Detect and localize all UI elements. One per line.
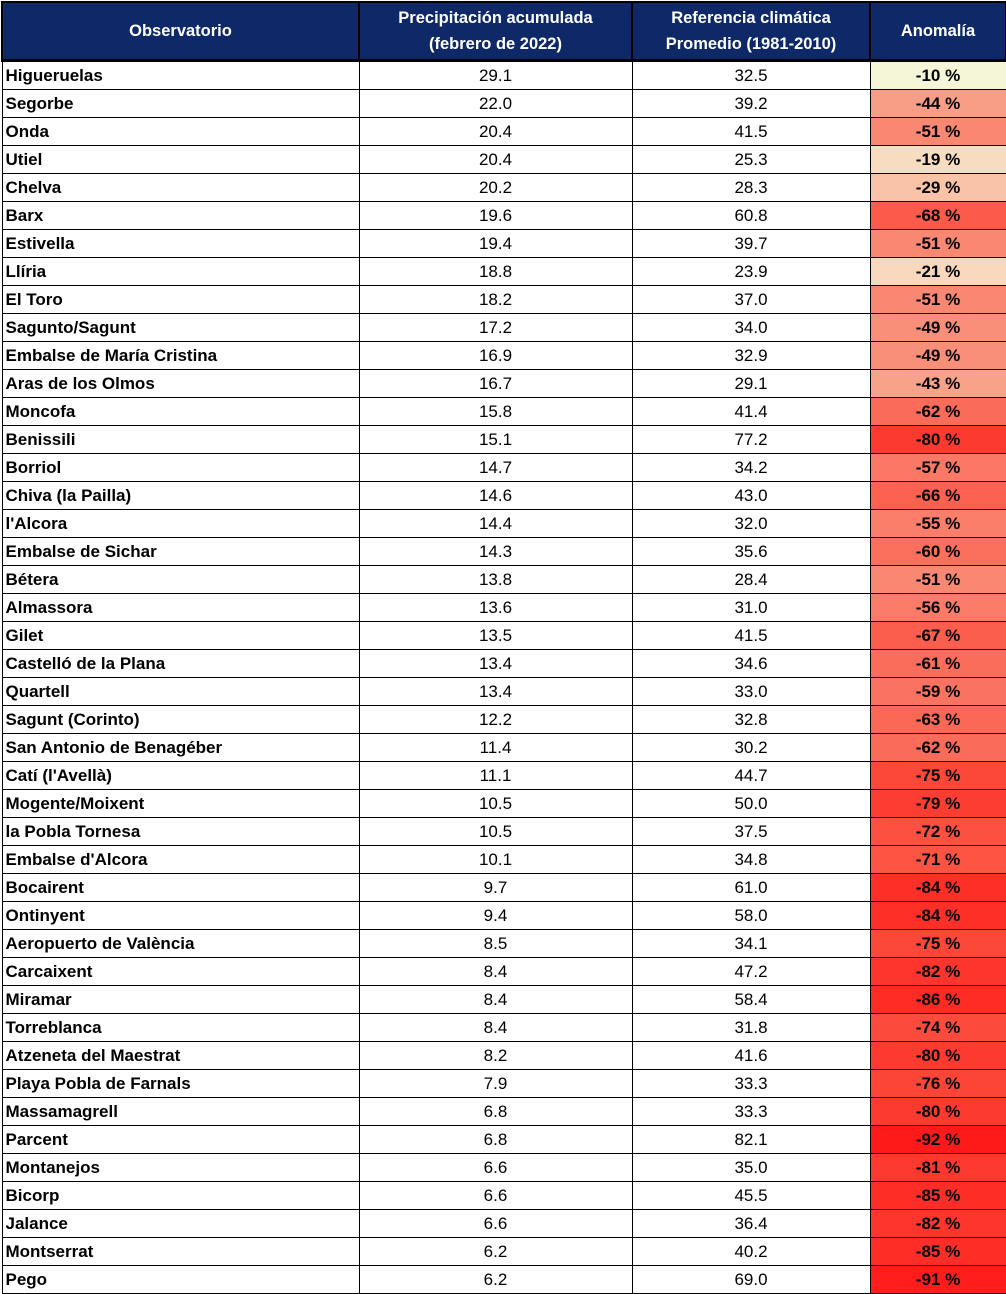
reference-cell: 50.0	[632, 790, 870, 818]
anomaly-cell: -51 %	[870, 286, 1006, 314]
header-observatorio	[2, 2, 359, 61]
reference-cell: 41.6	[632, 1042, 870, 1070]
station-name-cell: Barx	[2, 202, 359, 230]
station-name-cell: Utiel	[2, 146, 359, 174]
reference-cell: 37.5	[632, 818, 870, 846]
table-row	[2, 174, 1006, 202]
anomaly-cell: -80 %	[870, 1042, 1006, 1070]
anomaly-cell: -51 %	[870, 230, 1006, 258]
station-name-cell: Chelva	[2, 174, 359, 202]
station-name-cell: Castelló de la Plana	[2, 650, 359, 678]
table-row	[2, 1014, 1006, 1042]
header-referencia-line1: Referencia climática	[671, 9, 831, 27]
table-row	[2, 230, 1006, 258]
precipitation-cell: 6.8	[359, 1126, 632, 1154]
reference-cell: 47.2	[632, 958, 870, 986]
station-name-cell: Carcaixent	[2, 958, 359, 986]
anomaly-cell: -92 %	[870, 1126, 1006, 1154]
table-row	[2, 61, 1006, 90]
reference-cell: 34.2	[632, 454, 870, 482]
precipitation-cell: 6.2	[359, 1266, 632, 1294]
anomaly-cell: -49 %	[870, 314, 1006, 342]
station-name-cell: Quartell	[2, 678, 359, 706]
reference-cell: 30.2	[632, 734, 870, 762]
table-row	[2, 482, 1006, 510]
anomaly-cell: -75 %	[870, 762, 1006, 790]
reference-cell: 77.2	[632, 426, 870, 454]
table-row	[2, 538, 1006, 566]
header-referencia	[632, 2, 870, 61]
table-body	[2, 61, 1006, 1294]
reference-cell: 33.3	[632, 1070, 870, 1098]
table-row	[2, 1210, 1006, 1238]
station-name-cell: Parcent	[2, 1126, 359, 1154]
precipitation-cell: 10.5	[359, 790, 632, 818]
anomaly-cell: -10 %	[870, 61, 1006, 90]
reference-cell: 33.3	[632, 1098, 870, 1126]
reference-cell: 34.8	[632, 846, 870, 874]
station-name-cell: Segorbe	[2, 90, 359, 118]
table-row	[2, 986, 1006, 1014]
table-row	[2, 762, 1006, 790]
anomaly-cell: -57 %	[870, 454, 1006, 482]
precipitation-cell: 29.1	[359, 61, 632, 90]
table-row	[2, 454, 1006, 482]
precipitation-cell: 18.2	[359, 286, 632, 314]
precipitation-cell: 20.4	[359, 146, 632, 174]
station-name-cell: Embalse d'Alcora	[2, 846, 359, 874]
station-name-cell: Moncofa	[2, 398, 359, 426]
precipitation-cell: 13.6	[359, 594, 632, 622]
precipitation-cell: 20.2	[359, 174, 632, 202]
reference-cell: 33.0	[632, 678, 870, 706]
precipitation-cell: 19.4	[359, 230, 632, 258]
table-row	[2, 398, 1006, 426]
anomaly-cell: -62 %	[870, 734, 1006, 762]
anomaly-cell: -56 %	[870, 594, 1006, 622]
anomaly-cell: -80 %	[870, 1098, 1006, 1126]
precipitation-cell: 13.4	[359, 650, 632, 678]
table-row	[2, 1266, 1006, 1294]
reference-cell: 58.4	[632, 986, 870, 1014]
precipitation-cell: 12.2	[359, 706, 632, 734]
table-row	[2, 706, 1006, 734]
precipitation-cell: 13.8	[359, 566, 632, 594]
anomaly-cell: -29 %	[870, 174, 1006, 202]
anomaly-cell: -81 %	[870, 1154, 1006, 1182]
header-anomalia-label: Anomalía	[900, 22, 976, 40]
station-name-cell: Bétera	[2, 566, 359, 594]
anomaly-cell: -55 %	[870, 510, 1006, 538]
station-name-cell: Montserrat	[2, 1238, 359, 1266]
table-row	[2, 1154, 1006, 1182]
precipitation-cell: 20.4	[359, 118, 632, 146]
precipitation-cell: 14.3	[359, 538, 632, 566]
precipitation-cell: 15.8	[359, 398, 632, 426]
reference-cell: 25.3	[632, 146, 870, 174]
station-name-cell: Onda	[2, 118, 359, 146]
reference-cell: 28.4	[632, 566, 870, 594]
table-row	[2, 930, 1006, 958]
table-row	[2, 958, 1006, 986]
station-name-cell: Almassora	[2, 594, 359, 622]
anomaly-cell: -74 %	[870, 1014, 1006, 1042]
station-name-cell: San Antonio de Benagéber	[2, 734, 359, 762]
station-name-cell: Torreblanca	[2, 1014, 359, 1042]
table-row	[2, 146, 1006, 174]
station-name-cell: Higueruelas	[2, 61, 359, 90]
precipitation-cell: 8.4	[359, 1014, 632, 1042]
anomaly-cell: -72 %	[870, 818, 1006, 846]
anomaly-cell: -61 %	[870, 650, 1006, 678]
anomaly-cell: -71 %	[870, 846, 1006, 874]
reference-cell: 41.5	[632, 622, 870, 650]
station-name-cell: El Toro	[2, 286, 359, 314]
precipitation-cell: 8.4	[359, 986, 632, 1014]
anomaly-cell: -79 %	[870, 790, 1006, 818]
station-name-cell: Llíria	[2, 258, 359, 286]
table-row	[2, 734, 1006, 762]
station-name-cell: Embalse de María Cristina	[2, 342, 359, 370]
anomaly-cell: -80 %	[870, 426, 1006, 454]
station-name-cell: Aras de los Olmos	[2, 370, 359, 398]
anomaly-cell: -51 %	[870, 118, 1006, 146]
precipitation-cell: 6.2	[359, 1238, 632, 1266]
precipitation-cell: 18.8	[359, 258, 632, 286]
table-row	[2, 1238, 1006, 1266]
anomaly-cell: -60 %	[870, 538, 1006, 566]
reference-cell: 39.2	[632, 90, 870, 118]
precipitation-cell: 13.5	[359, 622, 632, 650]
reference-cell: 40.2	[632, 1238, 870, 1266]
precipitation-cell: 13.4	[359, 678, 632, 706]
station-name-cell: Ontinyent	[2, 902, 359, 930]
station-name-cell: Bicorp	[2, 1182, 359, 1210]
header-observatorio-label: Observatorio	[129, 22, 232, 40]
station-name-cell: Sagunto/Sagunt	[2, 314, 359, 342]
reference-cell: 32.0	[632, 510, 870, 538]
reference-cell: 41.5	[632, 118, 870, 146]
reference-cell: 32.5	[632, 61, 870, 90]
reference-cell: 60.8	[632, 202, 870, 230]
table-row	[2, 202, 1006, 230]
header-precipitacion	[359, 2, 632, 61]
anomaly-cell: -51 %	[870, 566, 1006, 594]
reference-cell: 31.8	[632, 1014, 870, 1042]
table-row	[2, 790, 1006, 818]
precipitation-cell: 9.7	[359, 874, 632, 902]
reference-cell: 29.1	[632, 370, 870, 398]
anomaly-cell: -67 %	[870, 622, 1006, 650]
header-referencia-line2: Promedio (1981-2010)	[665, 35, 837, 53]
reference-cell: 23.9	[632, 258, 870, 286]
precipitation-cell: 11.1	[359, 762, 632, 790]
anomaly-cell: -82 %	[870, 1210, 1006, 1238]
precipitation-cell: 15.1	[359, 426, 632, 454]
station-name-cell: Sagunt (Corinto)	[2, 706, 359, 734]
anomaly-cell: -21 %	[870, 258, 1006, 286]
station-name-cell: Borriol	[2, 454, 359, 482]
station-name-cell: Mogente/Moixent	[2, 790, 359, 818]
reference-cell: 36.4	[632, 1210, 870, 1238]
anomaly-cell: -43 %	[870, 370, 1006, 398]
table-row	[2, 622, 1006, 650]
precipitation-cell: 7.9	[359, 1070, 632, 1098]
precipitation-cell: 8.4	[359, 958, 632, 986]
anomaly-cell: -76 %	[870, 1070, 1006, 1098]
reference-cell: 41.4	[632, 398, 870, 426]
anomaly-cell: -84 %	[870, 902, 1006, 930]
precipitation-cell: 16.7	[359, 370, 632, 398]
header-precipitacion-line2: (febrero de 2022)	[429, 35, 562, 53]
station-name-cell: Massamagrell	[2, 1098, 359, 1126]
precipitation-cell: 14.7	[359, 454, 632, 482]
station-name-cell: Aeropuerto de València	[2, 930, 359, 958]
station-name-cell: Bocairent	[2, 874, 359, 902]
table-row	[2, 678, 1006, 706]
anomaly-cell: -59 %	[870, 678, 1006, 706]
table-row	[2, 118, 1006, 146]
precipitation-cell: 14.4	[359, 510, 632, 538]
table-row	[2, 1182, 1006, 1210]
anomaly-cell: -68 %	[870, 202, 1006, 230]
anomaly-cell: -49 %	[870, 342, 1006, 370]
reference-cell: 69.0	[632, 1266, 870, 1294]
station-name-cell: Atzeneta del Maestrat	[2, 1042, 359, 1070]
anomaly-cell: -84 %	[870, 874, 1006, 902]
reference-cell: 34.1	[632, 930, 870, 958]
station-name-cell: la Pobla Tornesa	[2, 818, 359, 846]
precipitation-table	[1, 1, 1006, 1294]
precipitation-cell: 9.4	[359, 902, 632, 930]
station-name-cell: Playa Pobla de Farnals	[2, 1070, 359, 1098]
reference-cell: 61.0	[632, 874, 870, 902]
station-name-cell: Benissili	[2, 426, 359, 454]
table-row	[2, 1126, 1006, 1154]
anomaly-cell: -91 %	[870, 1266, 1006, 1294]
precipitation-cell: 22.0	[359, 90, 632, 118]
reference-cell: 45.5	[632, 1182, 870, 1210]
reference-cell: 35.0	[632, 1154, 870, 1182]
precipitation-cell: 19.6	[359, 202, 632, 230]
anomaly-cell: -85 %	[870, 1182, 1006, 1210]
reference-cell: 58.0	[632, 902, 870, 930]
station-name-cell: Estivella	[2, 230, 359, 258]
reference-cell: 35.6	[632, 538, 870, 566]
table-row	[2, 594, 1006, 622]
table-row	[2, 1042, 1006, 1070]
table-row	[2, 566, 1006, 594]
station-name-cell: Pego	[2, 1266, 359, 1294]
reference-cell: 34.0	[632, 314, 870, 342]
reference-cell: 34.6	[632, 650, 870, 678]
reference-cell: 28.3	[632, 174, 870, 202]
table-row	[2, 1070, 1006, 1098]
reference-cell: 82.1	[632, 1126, 870, 1154]
station-name-cell: Chiva (la Pailla)	[2, 482, 359, 510]
anomaly-cell: -86 %	[870, 986, 1006, 1014]
precipitation-cell: 6.6	[359, 1154, 632, 1182]
anomaly-cell: -63 %	[870, 706, 1006, 734]
anomaly-cell: -82 %	[870, 958, 1006, 986]
anomaly-cell: -75 %	[870, 930, 1006, 958]
station-name-cell: Gilet	[2, 622, 359, 650]
anomaly-cell: -66 %	[870, 482, 1006, 510]
anomaly-cell: -44 %	[870, 90, 1006, 118]
station-name-cell: Miramar	[2, 986, 359, 1014]
precipitation-cell: 6.6	[359, 1182, 632, 1210]
station-name-cell: l'Alcora	[2, 510, 359, 538]
header-anomalia	[870, 2, 1006, 61]
reference-cell: 32.9	[632, 342, 870, 370]
station-name-cell: Montanejos	[2, 1154, 359, 1182]
table-row	[2, 258, 1006, 286]
table-row	[2, 342, 1006, 370]
precipitation-cell: 8.2	[359, 1042, 632, 1070]
table-row	[2, 510, 1006, 538]
table-row	[2, 314, 1006, 342]
precipitation-cell: 11.4	[359, 734, 632, 762]
table-row	[2, 370, 1006, 398]
table-row	[2, 902, 1006, 930]
table-row	[2, 1098, 1006, 1126]
precipitation-cell: 8.5	[359, 930, 632, 958]
reference-cell: 44.7	[632, 762, 870, 790]
table-header-row	[2, 2, 1006, 61]
table-row	[2, 650, 1006, 678]
reference-cell: 43.0	[632, 482, 870, 510]
station-name-cell: Embalse de Sichar	[2, 538, 359, 566]
precipitation-cell: 6.8	[359, 1098, 632, 1126]
anomaly-cell: -85 %	[870, 1238, 1006, 1266]
table-row	[2, 846, 1006, 874]
anomaly-cell: -62 %	[870, 398, 1006, 426]
table-row	[2, 818, 1006, 846]
precipitation-cell: 16.9	[359, 342, 632, 370]
anomaly-cell: -19 %	[870, 146, 1006, 174]
precipitation-cell: 10.1	[359, 846, 632, 874]
station-name-cell: Catí (l'Avellà)	[2, 762, 359, 790]
reference-cell: 37.0	[632, 286, 870, 314]
precipitation-cell: 17.2	[359, 314, 632, 342]
station-name-cell: Jalance	[2, 1210, 359, 1238]
precipitation-cell: 6.6	[359, 1210, 632, 1238]
table-row	[2, 286, 1006, 314]
header-precipitacion-line1: Precipitación acumulada	[398, 9, 593, 27]
reference-cell: 39.7	[632, 230, 870, 258]
precipitation-cell: 10.5	[359, 818, 632, 846]
table-row	[2, 874, 1006, 902]
reference-cell: 31.0	[632, 594, 870, 622]
table-row	[2, 90, 1006, 118]
precipitation-cell: 14.6	[359, 482, 632, 510]
reference-cell: 32.8	[632, 706, 870, 734]
table-row	[2, 426, 1006, 454]
